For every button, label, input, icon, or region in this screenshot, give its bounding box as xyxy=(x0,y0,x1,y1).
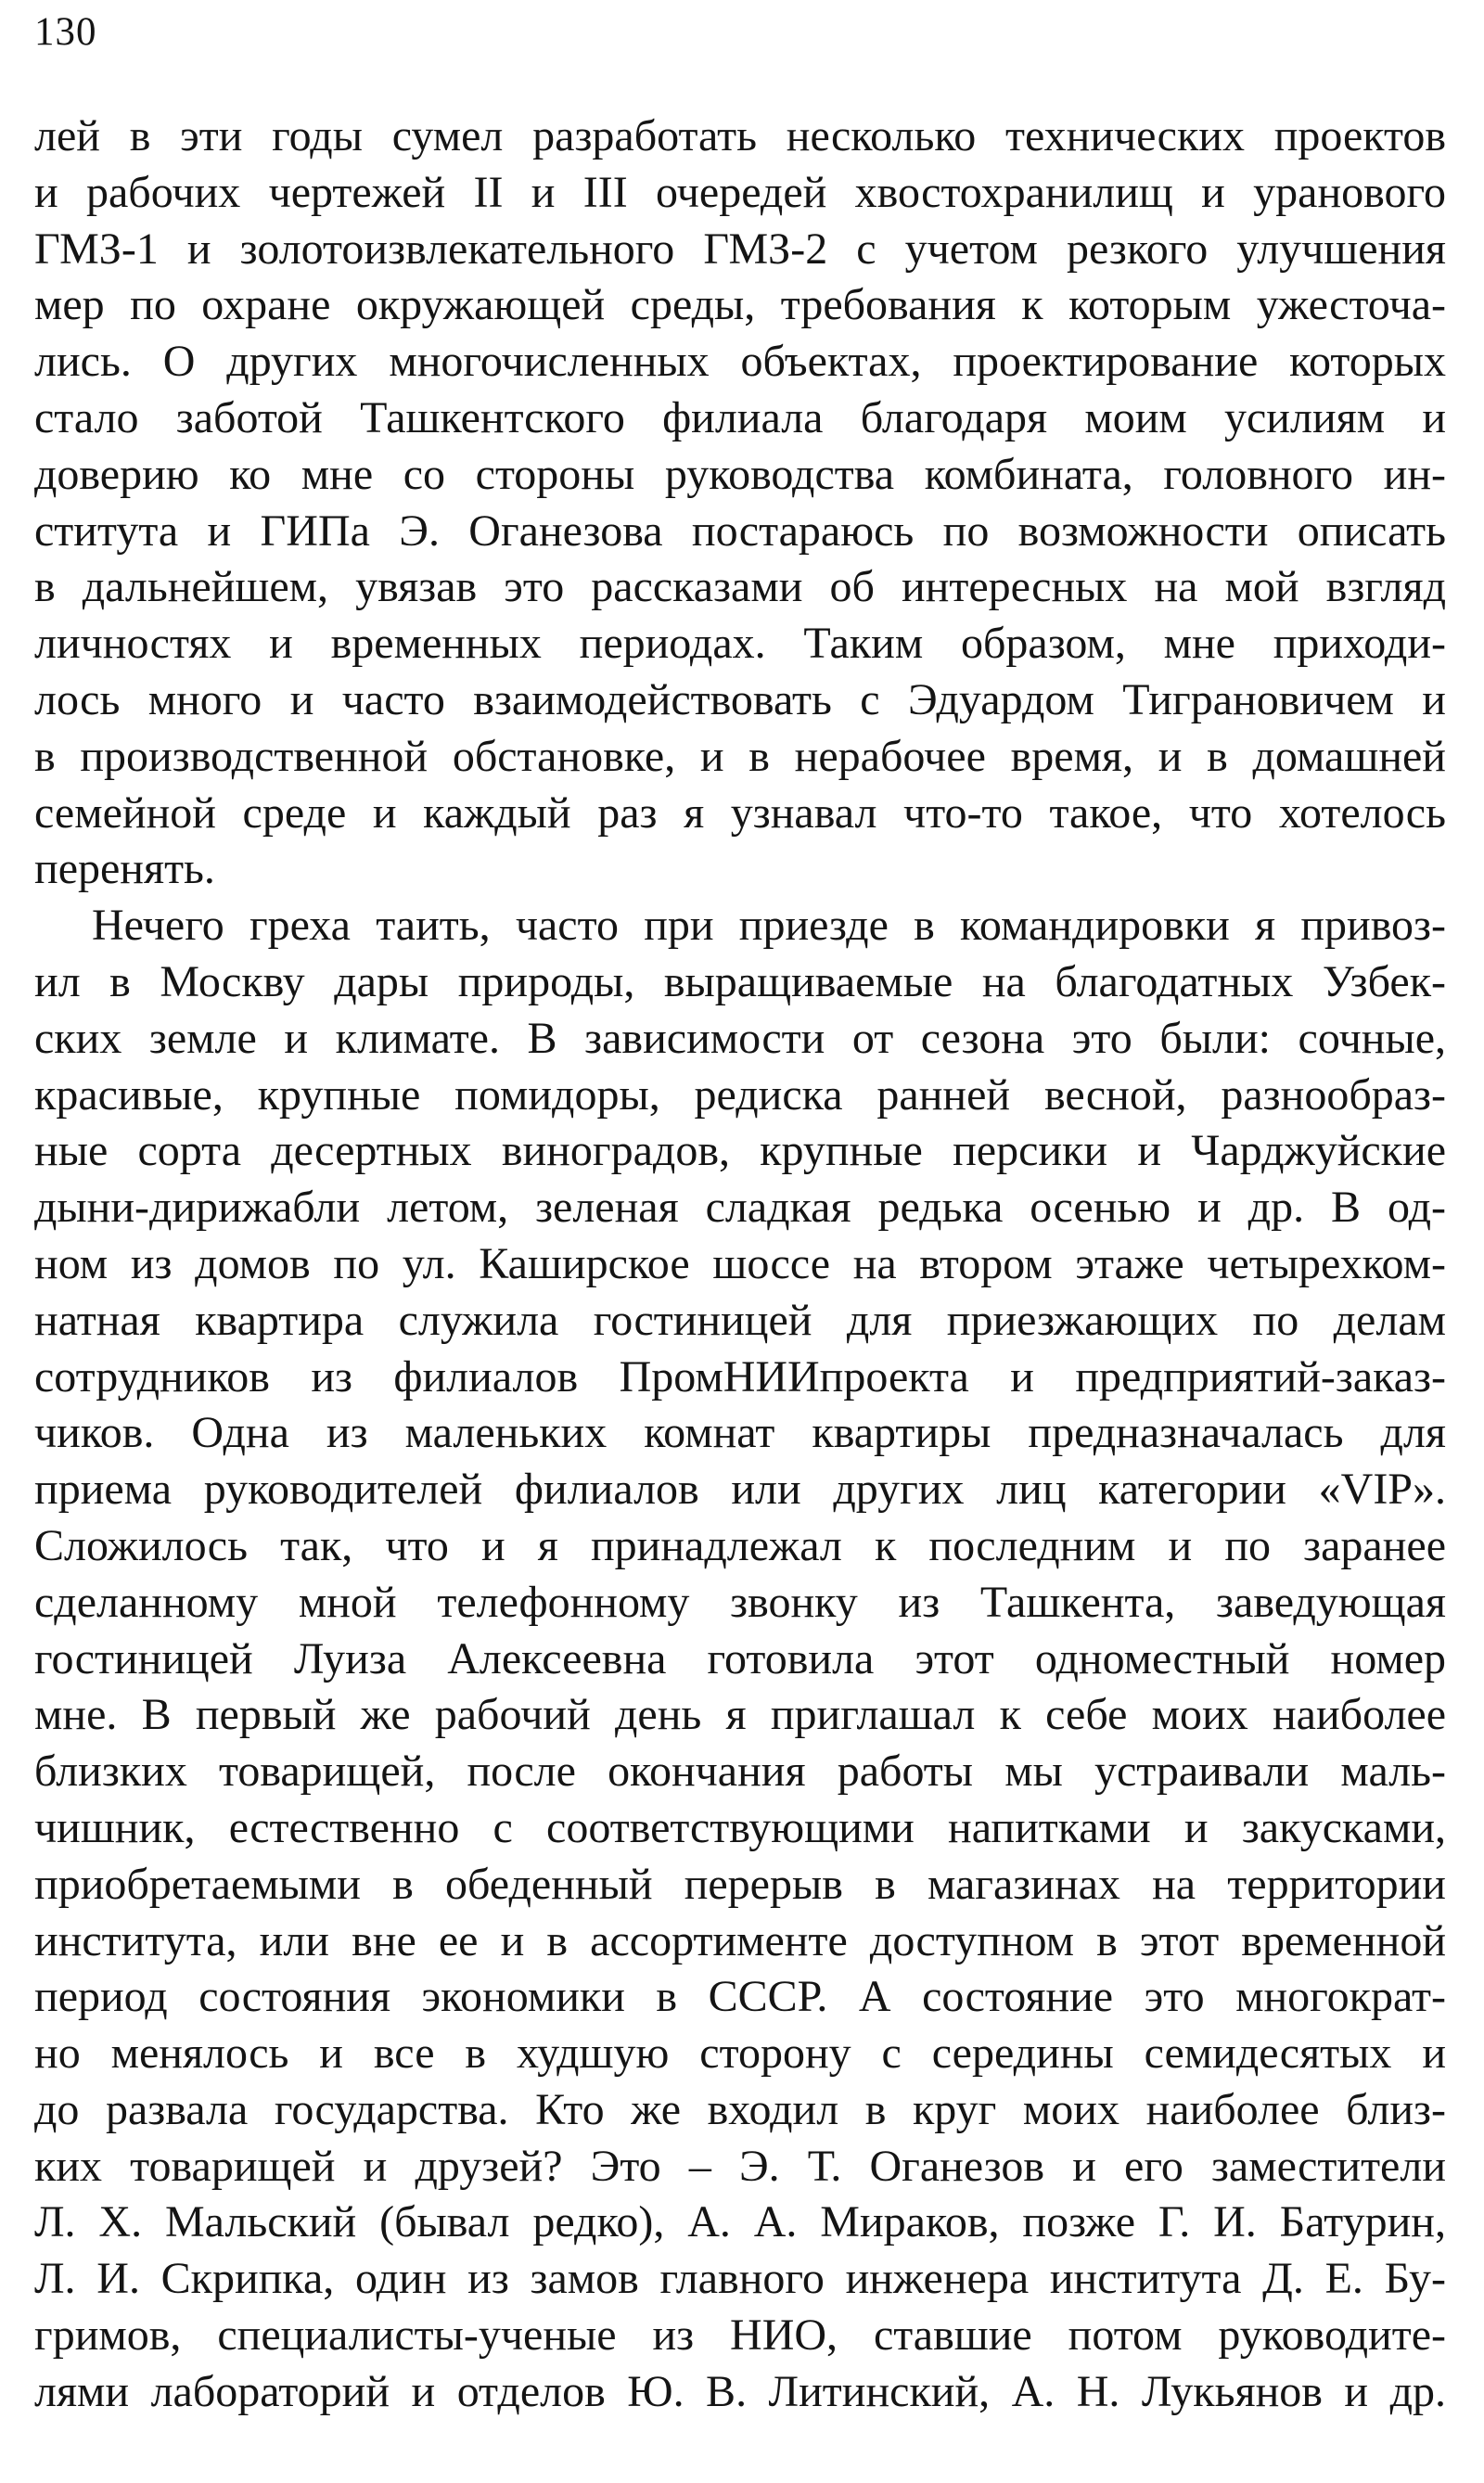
text-line: ные сорта десертных виноградов, крупные персики и Чарджуйские xyxy=(34,1126,1446,1176)
page-number: 130 xyxy=(34,10,97,54)
text-line: ститута и ГИПа Э. Оганезова постараюсь по возможности описать xyxy=(34,506,1446,556)
text-line: период состояния экономики в СССР. А состояние это многократ- xyxy=(34,1972,1446,2022)
paragraph xyxy=(34,109,1446,898)
text-line: личностях и временных периодах. Таким образом, мне приходи- xyxy=(34,619,1446,669)
text-line: мне. В первый же рабочий день я приглашал к себе моих наиболее xyxy=(34,1690,1446,1740)
text-line: стало заботой Ташкентского филиала благодаря моим усилиям и xyxy=(34,392,1446,442)
text-line: сделанному мной телефонному звонку из Ташкента, заведующая xyxy=(34,1577,1446,1627)
text-line: сотрудников из филиалов ПромНИИпроекта и предприятий-заказ- xyxy=(34,1351,1446,1401)
text-line: гримов, специалисты-ученые из НИО, ставшие потом руководите- xyxy=(34,2310,1446,2361)
text-line: Л. Х. Мальский (бывал редко), А. А. Мираков, позже Г. И. Батурин, xyxy=(34,2197,1446,2247)
text-line: лось много и часто взаимодействовать с Эдуардом Тиграновичем и xyxy=(34,674,1446,724)
text-line: ил в Москву дары природы, выращиваемые на благодатных Узбек- xyxy=(34,956,1446,1006)
text-line: перенять. xyxy=(34,844,215,894)
text-line: лями лабораторий и отделов Ю. В. Литинский, А. Н. Лукьянов и др. xyxy=(34,2366,1446,2416)
text-line: Нечего греха таить, часто при приезде в командировки я привоз- xyxy=(92,901,1446,951)
text-line: лей в эти годы сумел разработать несколько технических проектов xyxy=(34,111,1446,160)
text-line: доверию ко мне со стороны руководства комбината, головного ин- xyxy=(34,449,1446,499)
text-line: ких товарищей и друзей? Это – Э. Т. Оганезов и его заместители xyxy=(34,2141,1446,2191)
text-line: приема руководителей филиалов или других лиц категории «VIP». xyxy=(34,1465,1446,1515)
text-line: красивые, крупные помидоры, редиска ранней весной, разнообраз- xyxy=(34,1069,1446,1120)
text-line: и рабочих чертежей II и III очередей хвостохранилищ и уранового xyxy=(34,167,1446,217)
text-line: дыни-дирижабли летом, зеленая сладкая редька осенью и др. В од- xyxy=(34,1183,1446,1233)
text-line: Л. И. Скрипка, один из замов главного инженера института Д. Е. Бу- xyxy=(34,2254,1446,2304)
text-line: в производственной обстановке, и в нерабочее время, и в домашней xyxy=(34,731,1446,781)
text-line: но менялось и все в худшую сторону с середины семидесятых и xyxy=(34,2029,1446,2079)
text-line: приобретаемыми в обеденный перерыв в магазинах на территории xyxy=(34,1859,1446,1909)
text-line: института, или вне ее и в ассортименте доступном в этот временной xyxy=(34,1915,1446,1965)
body-text xyxy=(34,109,1446,2421)
text-line: мер по охране окружающей среды, требования к которым ужесточа- xyxy=(34,280,1446,330)
paragraph xyxy=(34,898,1446,2421)
text-line: Сложилось так, что и я принадлежал к последним и по заранее xyxy=(34,1520,1446,1570)
text-line: лись. О других многочисленных объектах, проектирование которых xyxy=(34,337,1446,387)
text-line: семейной среде и каждый раз я узнавал что-то такое, что хотелось xyxy=(34,787,1446,838)
text-line: ГМЗ-1 и золотоизвлекательного ГМЗ-2 с учетом резкого улучшения xyxy=(34,224,1446,274)
text-line: ном из домов по ул. Каширское шоссе на втором этаже четырехком- xyxy=(34,1238,1446,1288)
text-line: чишник, естественно с соответствующими напитками и закусками, xyxy=(34,1802,1446,1852)
text-line: ских земле и климате. В зависимости от сезона это были: сочные, xyxy=(34,1013,1446,1063)
text-line: близких товарищей, после окончания работы мы устраивали маль- xyxy=(34,1747,1446,1797)
text-line: натная квартира служила гостиницей для приезжающих по делам xyxy=(34,1295,1446,1345)
text-line: чиков. Одна из маленьких комнат квартиры предназначалась для xyxy=(34,1408,1446,1458)
text-line: в дальнейшем, увязав это рассказами об интересных на мой взгляд xyxy=(34,562,1446,612)
text-line: гостиницей Луиза Алексеевна готовила этот одноместный номер xyxy=(34,1633,1446,1683)
text-line: до развала государства. Кто же входил в круг моих наиболее близ- xyxy=(34,2084,1446,2134)
